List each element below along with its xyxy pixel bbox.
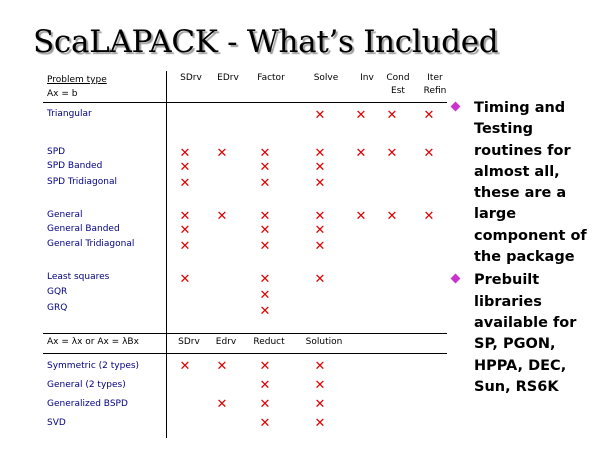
upper-row-label: GRQ <box>47 303 68 313</box>
included-x-mark: ✕ <box>259 160 271 175</box>
included-x-mark: ✕ <box>355 146 367 161</box>
included-x-mark: ✕ <box>179 160 191 175</box>
included-x-mark: ✕ <box>259 146 271 161</box>
included-x-mark: ✕ <box>259 288 271 303</box>
included-x-mark: ✕ <box>259 209 271 224</box>
included-x-mark: ✕ <box>314 416 326 431</box>
included-x-mark: ✕ <box>423 108 435 123</box>
upper-column-header: Refin <box>423 86 447 96</box>
included-x-mark: ✕ <box>423 146 435 161</box>
included-x-mark: ✕ <box>259 416 271 431</box>
bullet-item <box>452 270 600 398</box>
included-x-mark: ✕ <box>314 160 326 175</box>
bullet-item <box>452 98 600 268</box>
included-x-mark: ✕ <box>259 359 271 374</box>
upper-row-label: Least squares <box>47 272 110 282</box>
lower-column-header: Solution <box>305 337 343 347</box>
included-x-mark: ✕ <box>314 397 326 412</box>
included-x-mark: ✕ <box>259 272 271 287</box>
lower-row-label: Symmetric (2 types) <box>47 361 140 371</box>
lower-column-header: Edrv <box>215 337 237 347</box>
included-x-mark: ✕ <box>314 378 326 393</box>
included-x-mark: ✕ <box>355 209 367 224</box>
included-x-mark: ✕ <box>179 209 191 224</box>
included-x-mark: ✕ <box>259 239 271 254</box>
included-x-mark: ✕ <box>314 359 326 374</box>
upper-column-header: Solve <box>313 73 339 83</box>
diamond-bullet-icon <box>451 274 461 284</box>
bullet-list <box>452 98 600 398</box>
upper-column-header: Inv <box>360 73 374 83</box>
included-x-mark: ✕ <box>179 239 191 254</box>
lower-row-label: Generalized BSPD <box>47 399 128 409</box>
lower-header-rule <box>43 353 447 354</box>
upper-row-label: Triangular <box>47 109 92 119</box>
included-x-mark: ✕ <box>259 378 271 393</box>
upper-column-header: Iter <box>427 73 443 83</box>
upper-row-label: SPD Tridiagonal <box>47 177 117 187</box>
included-x-mark: ✕ <box>179 146 191 161</box>
included-x-mark: ✕ <box>423 209 435 224</box>
slide-title: ScaLAPACK - What’s Included <box>33 24 499 60</box>
axb-header: Ax = b <box>47 89 78 99</box>
bullet-text: Timing and Testing routines for almost all, these are a large component of the package <box>474 100 587 266</box>
included-x-mark: ✕ <box>216 359 228 374</box>
included-x-mark: ✕ <box>216 209 228 224</box>
included-x-mark: ✕ <box>386 146 398 161</box>
included-x-mark: ✕ <box>314 176 326 191</box>
included-x-mark: ✕ <box>259 304 271 319</box>
included-x-mark: ✕ <box>179 223 191 238</box>
included-x-mark: ✕ <box>314 146 326 161</box>
upper-row-label: General <box>47 210 83 220</box>
included-x-mark: ✕ <box>386 108 398 123</box>
diamond-bullet-icon <box>451 102 461 112</box>
included-x-mark: ✕ <box>259 176 271 191</box>
upper-column-header: SDrv <box>180 73 202 83</box>
upper-row-label: SPD <box>47 147 66 157</box>
included-x-mark: ✕ <box>259 397 271 412</box>
included-x-mark: ✕ <box>179 176 191 191</box>
included-x-mark: ✕ <box>314 209 326 224</box>
upper-row-label: SPD Banded <box>47 161 103 171</box>
upper-column-header: Factor <box>257 73 285 83</box>
lower-column-header: Reduct <box>253 337 285 347</box>
upper-header-rule <box>43 102 447 103</box>
lower-row-label: General (2 types) <box>47 380 126 390</box>
included-x-mark: ✕ <box>259 223 271 238</box>
upper-row-label: General Tridiagonal <box>47 239 135 249</box>
eigen-problem-header: Ax = λx or Ax = λBx <box>47 337 139 347</box>
problem-type-header: Problem type <box>47 75 107 85</box>
included-x-mark: ✕ <box>355 108 367 123</box>
bullet-text: Prebuilt libraries available for SP, PGON, HPPA, DEC, Sun, RS6K <box>474 272 577 395</box>
included-x-mark: ✕ <box>386 209 398 224</box>
lower-column-header: SDrv <box>178 337 200 347</box>
section-rule <box>43 333 447 334</box>
included-x-mark: ✕ <box>179 272 191 287</box>
included-x-mark: ✕ <box>314 223 326 238</box>
included-x-mark: ✕ <box>314 272 326 287</box>
upper-row-label: General Banded <box>47 224 120 234</box>
upper-column-header: EDrv <box>217 73 239 83</box>
included-x-mark: ✕ <box>179 359 191 374</box>
column-divider <box>166 71 167 438</box>
included-x-mark: ✕ <box>314 239 326 254</box>
upper-column-header: Est <box>391 86 405 96</box>
included-x-mark: ✕ <box>216 397 228 412</box>
included-x-mark: ✕ <box>314 108 326 123</box>
upper-column-header: Cond <box>386 73 410 83</box>
upper-row-label: GQR <box>47 287 68 297</box>
lower-row-label: SVD <box>47 418 66 428</box>
included-x-mark: ✕ <box>216 146 228 161</box>
